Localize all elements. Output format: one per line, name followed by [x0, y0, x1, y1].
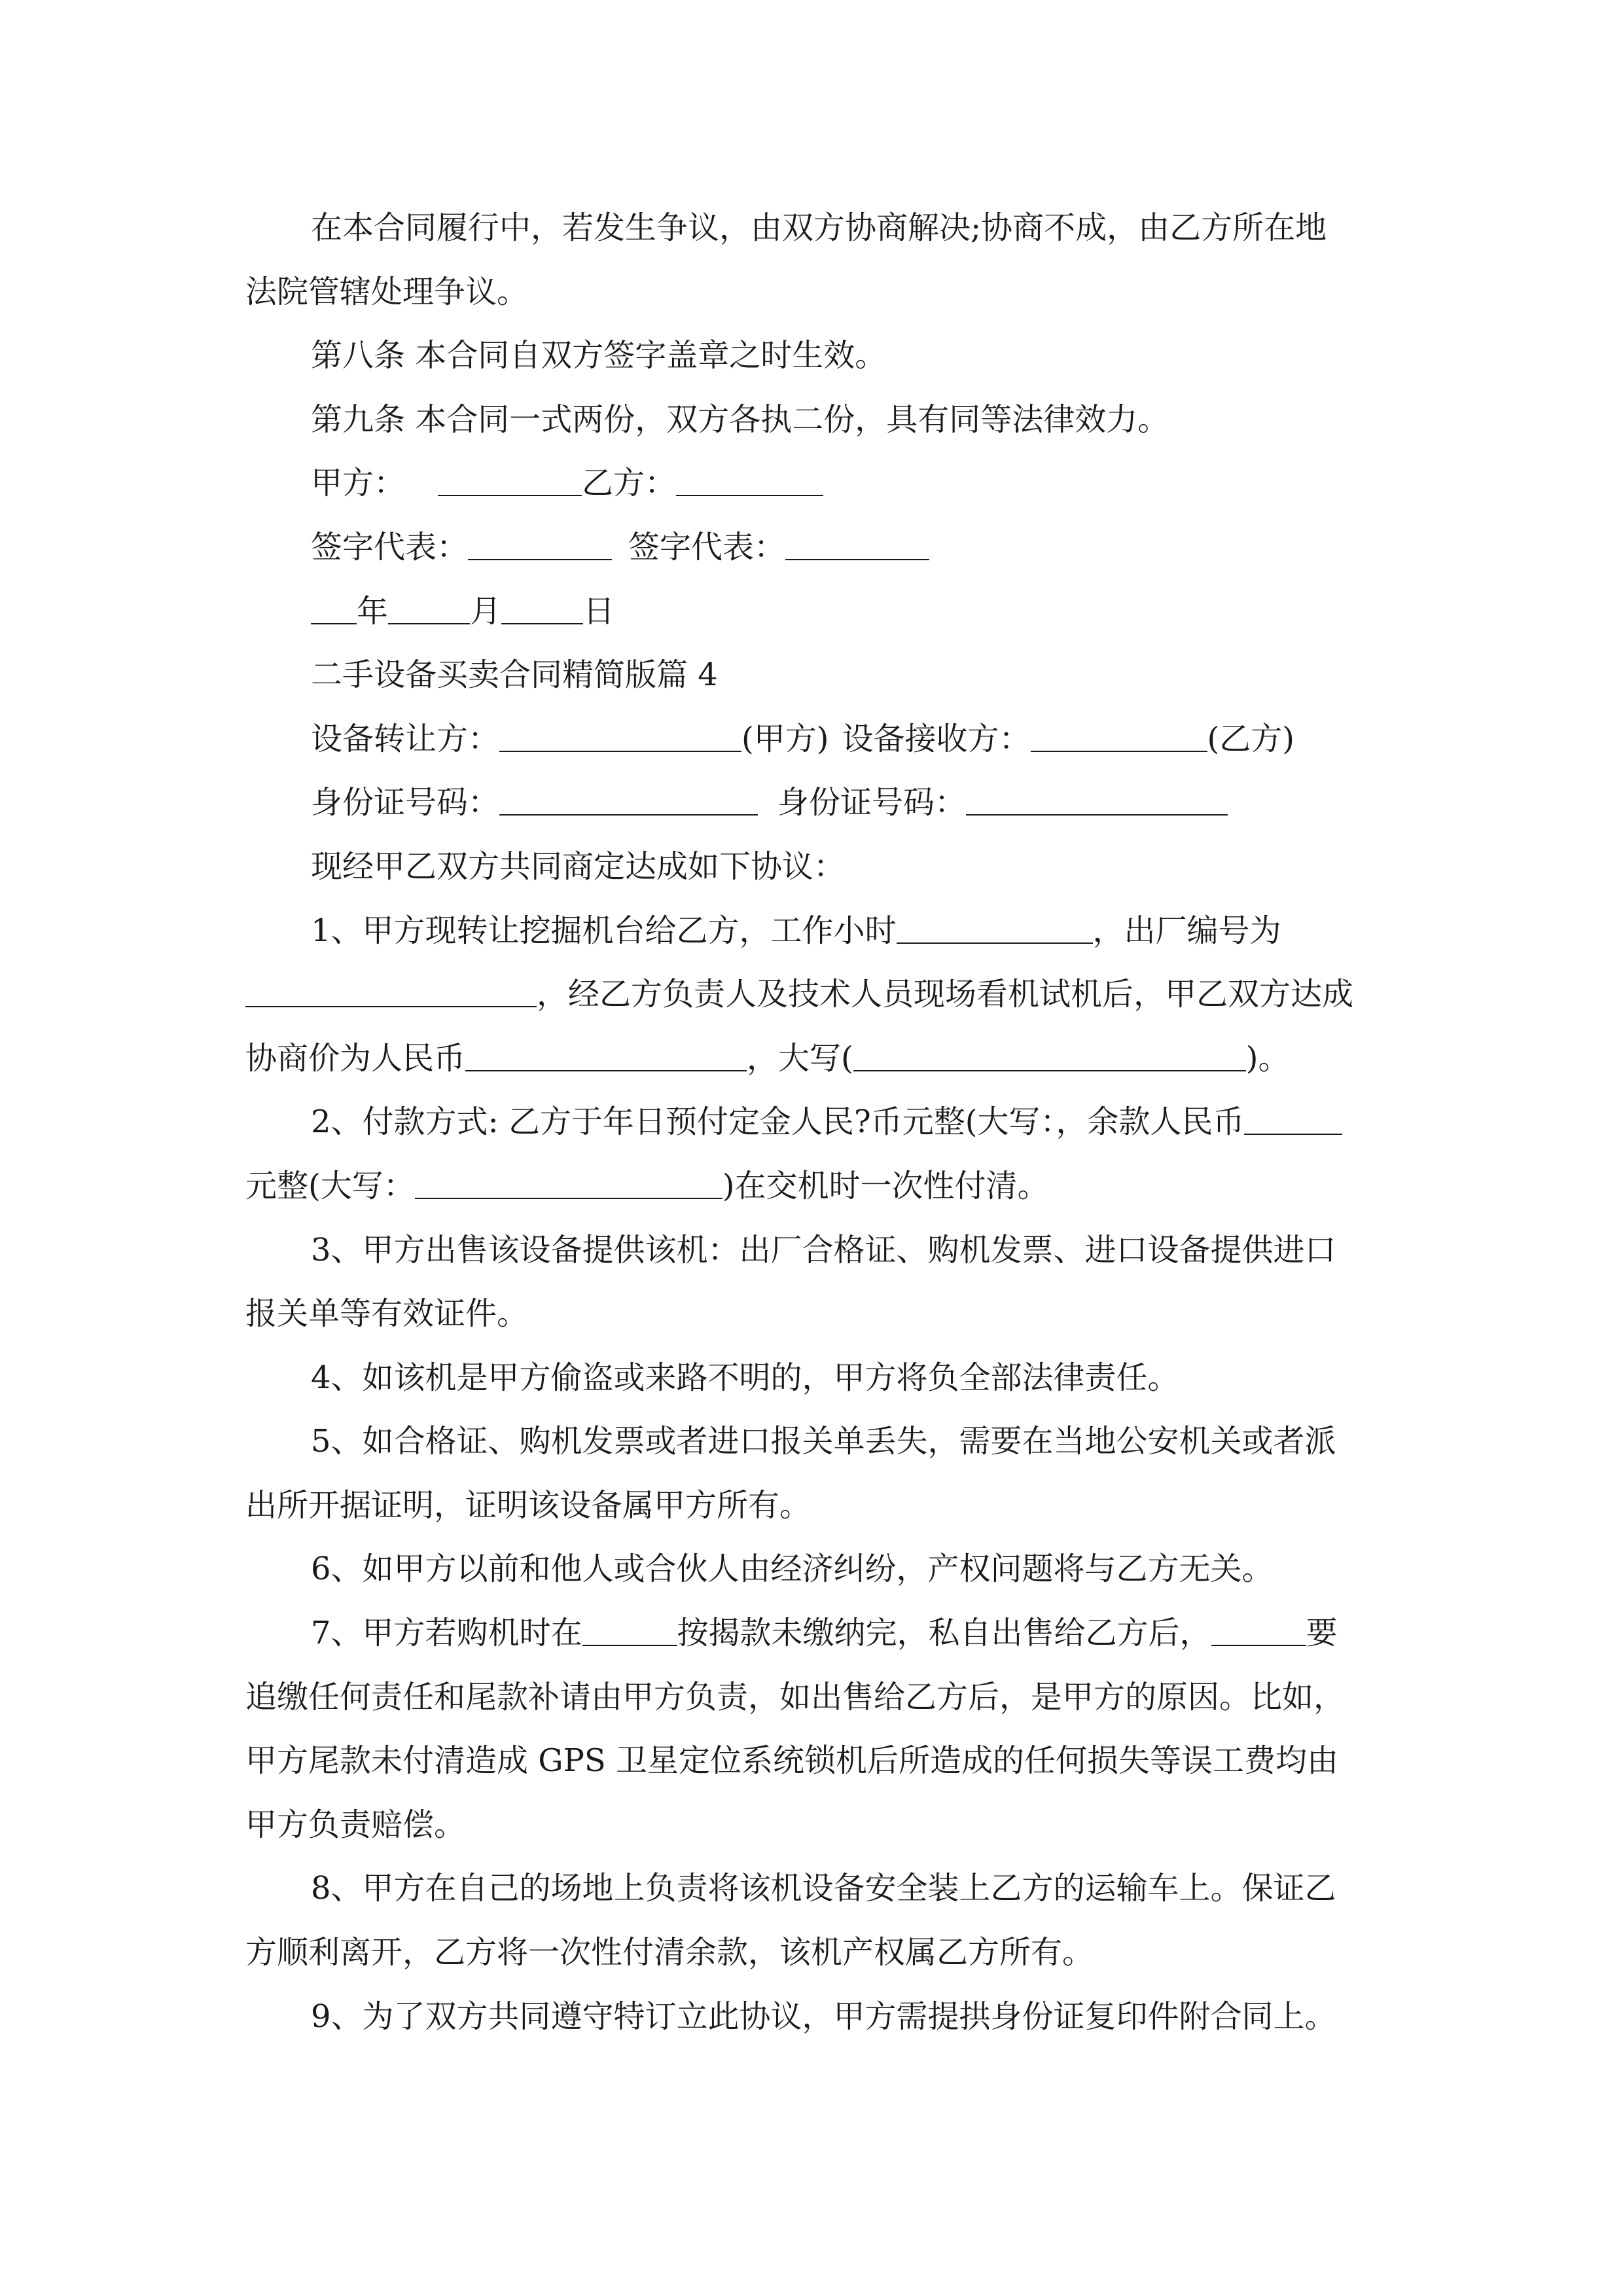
text: 甲方尾款未付清造成 GPS 卫星定位系统锁机后所造成的任何损失等误工费均由 — [245, 1742, 1339, 1780]
text: 9、为了双方共同遵守特订立此协议，甲方需提拱身份证复印件附合同上。 — [311, 1998, 1336, 2035]
party-a-blank — [438, 469, 582, 496]
clause-5-line — [245, 1410, 1381, 1474]
date-line — [245, 580, 1381, 644]
balance-blank — [1244, 1107, 1342, 1135]
heading-text: 二手设备买卖合同精简版篇 4 — [311, 656, 718, 694]
mortgage-blank — [582, 1619, 677, 1646]
clause-1-line — [245, 1027, 1381, 1091]
id-b-label: 身份证号码： — [777, 784, 967, 821]
rep-b-label: 签字代表： — [628, 528, 786, 565]
text: 7、甲方若购机时在 — [311, 1615, 582, 1652]
contract-page — [245, 196, 1381, 2049]
clause-1-line — [245, 899, 1381, 963]
clause-8-line — [245, 1857, 1381, 1921]
text: 方顺利离开，乙方将一次性付清余款，该机产权属乙方所有。 — [245, 1934, 1094, 1971]
party-b-blank — [676, 469, 823, 496]
party-a-tag: (甲方) — [741, 720, 829, 757]
price-blank — [465, 1044, 747, 1071]
clause-7-line — [245, 1666, 1381, 1730]
text: 出所开据证明，证明该设备属甲方所有。 — [245, 1486, 812, 1524]
text: 第九条 本合同一式两份，双方各执二份，具有同等法律效力。 — [311, 401, 1169, 438]
month-blank — [388, 597, 470, 624]
text: 要 — [1306, 1615, 1338, 1652]
text: 8、甲方在自己的场地上负责将该机设备安全装上乙方的运输车上。保证乙 — [311, 1870, 1336, 1907]
representative-line — [245, 516, 1381, 580]
text: )。 — [1245, 1039, 1290, 1077]
agreement-intro — [245, 835, 1381, 899]
text: 报关单等有效证件。 — [245, 1295, 529, 1333]
text: 3、甲方出售该设备提供该机：出厂合格证、购机发票、进口设备提供进口 — [311, 1231, 1336, 1268]
clause-1-line — [245, 963, 1381, 1027]
text: 5、如合格证、购机发票或者进口报关单丢失，需要在当地公安机关或者派 — [311, 1423, 1336, 1460]
id-b-blank — [966, 788, 1228, 816]
id-a-label: 身份证号码： — [311, 784, 500, 821]
id-line — [245, 771, 1381, 835]
id-a-blank — [499, 788, 758, 816]
article-9 — [245, 388, 1381, 452]
text: 追缴任何责任和尾款补请由甲方负责，如出售给乙方后，是甲方的原因。比如， — [245, 1678, 1346, 1715]
party-b-tag: (乙方) — [1207, 720, 1294, 757]
text: 第八条 本合同自双方签字盖章之时生效。 — [311, 337, 887, 374]
parties-line — [245, 708, 1381, 772]
price-upper-blank — [853, 1044, 1246, 1071]
party-a-label: 甲方： — [311, 465, 406, 502]
text: 现经甲乙双方共同商定达成如下协议： — [311, 848, 846, 885]
balance-upper-blank — [415, 1172, 722, 1199]
text: 1、甲方现转让挖掘机台给乙方，工作小时 — [311, 912, 897, 949]
hours-blank — [897, 916, 1093, 944]
clause-3-line — [245, 1219, 1381, 1283]
text: )在交机时一次性付清。 — [722, 1167, 1049, 1204]
clause-2-line — [245, 1090, 1381, 1155]
serial-blank — [245, 980, 537, 1007]
text: 按揭款未缴纳完，私自出售给乙方后， — [677, 1615, 1211, 1652]
text: 6、如甲方以前和他人或合伙人由经济纠纷，产权问题将与乙方无关。 — [311, 1551, 1274, 1588]
rep-a-blank — [468, 533, 612, 560]
clause-7-line — [245, 1729, 1381, 1793]
text: 在本合同履行中，若发生争议，由双方协商解决;协商不成，由乙方所在地 — [311, 209, 1327, 246]
clause-9-line — [245, 1985, 1381, 2049]
clause-2-line — [245, 1155, 1381, 1219]
article-8 — [245, 324, 1381, 388]
signature-line — [245, 452, 1381, 516]
clause-6-line — [245, 1537, 1381, 1602]
clause-7-line — [245, 1602, 1381, 1666]
text: ，经乙方负责人及技术人员现场看机试机后，甲乙双方达成 — [537, 976, 1354, 1013]
month-label: 月 — [470, 592, 502, 630]
clause-5-line — [245, 1474, 1381, 1538]
receiver-blank — [1031, 725, 1207, 752]
text: ，出厂编号为 — [1092, 912, 1281, 949]
rep-b-blank — [785, 533, 929, 560]
text: 协商价为人民币 — [245, 1039, 466, 1077]
year-blank — [311, 597, 357, 624]
after-sale-blank — [1211, 1619, 1306, 1646]
year-label: 年 — [357, 592, 389, 630]
section-heading — [245, 643, 1381, 708]
text: 甲方负责赔偿。 — [245, 1806, 466, 1843]
receiver-label: 设备接收方： — [842, 720, 1031, 757]
day-label: 日 — [583, 592, 615, 630]
paragraph-line — [245, 196, 1381, 260]
clause-8-line — [245, 1921, 1381, 1985]
transferor-blank — [499, 725, 741, 752]
transferor-label: 设备转让方： — [311, 720, 500, 757]
clause-4-line — [245, 1346, 1381, 1410]
paragraph-line — [245, 260, 1381, 325]
clause-7-line — [245, 1793, 1381, 1857]
text: ，大写( — [747, 1039, 853, 1077]
text: 法院管辖处理争议。 — [245, 273, 529, 310]
text: 2、付款方式: 乙方于年日预付定金人民?币元整(大写：，余款人民币 — [311, 1103, 1245, 1141]
party-b-label: 乙方： — [582, 465, 677, 502]
day-blank — [501, 597, 583, 624]
text: 元整(大写： — [245, 1167, 415, 1204]
rep-a-label: 签字代表： — [311, 528, 469, 565]
text: 4、如该机是甲方偷盗或来路不明的，甲方将负全部法律责任。 — [311, 1359, 1179, 1396]
clause-3-line — [245, 1282, 1381, 1346]
